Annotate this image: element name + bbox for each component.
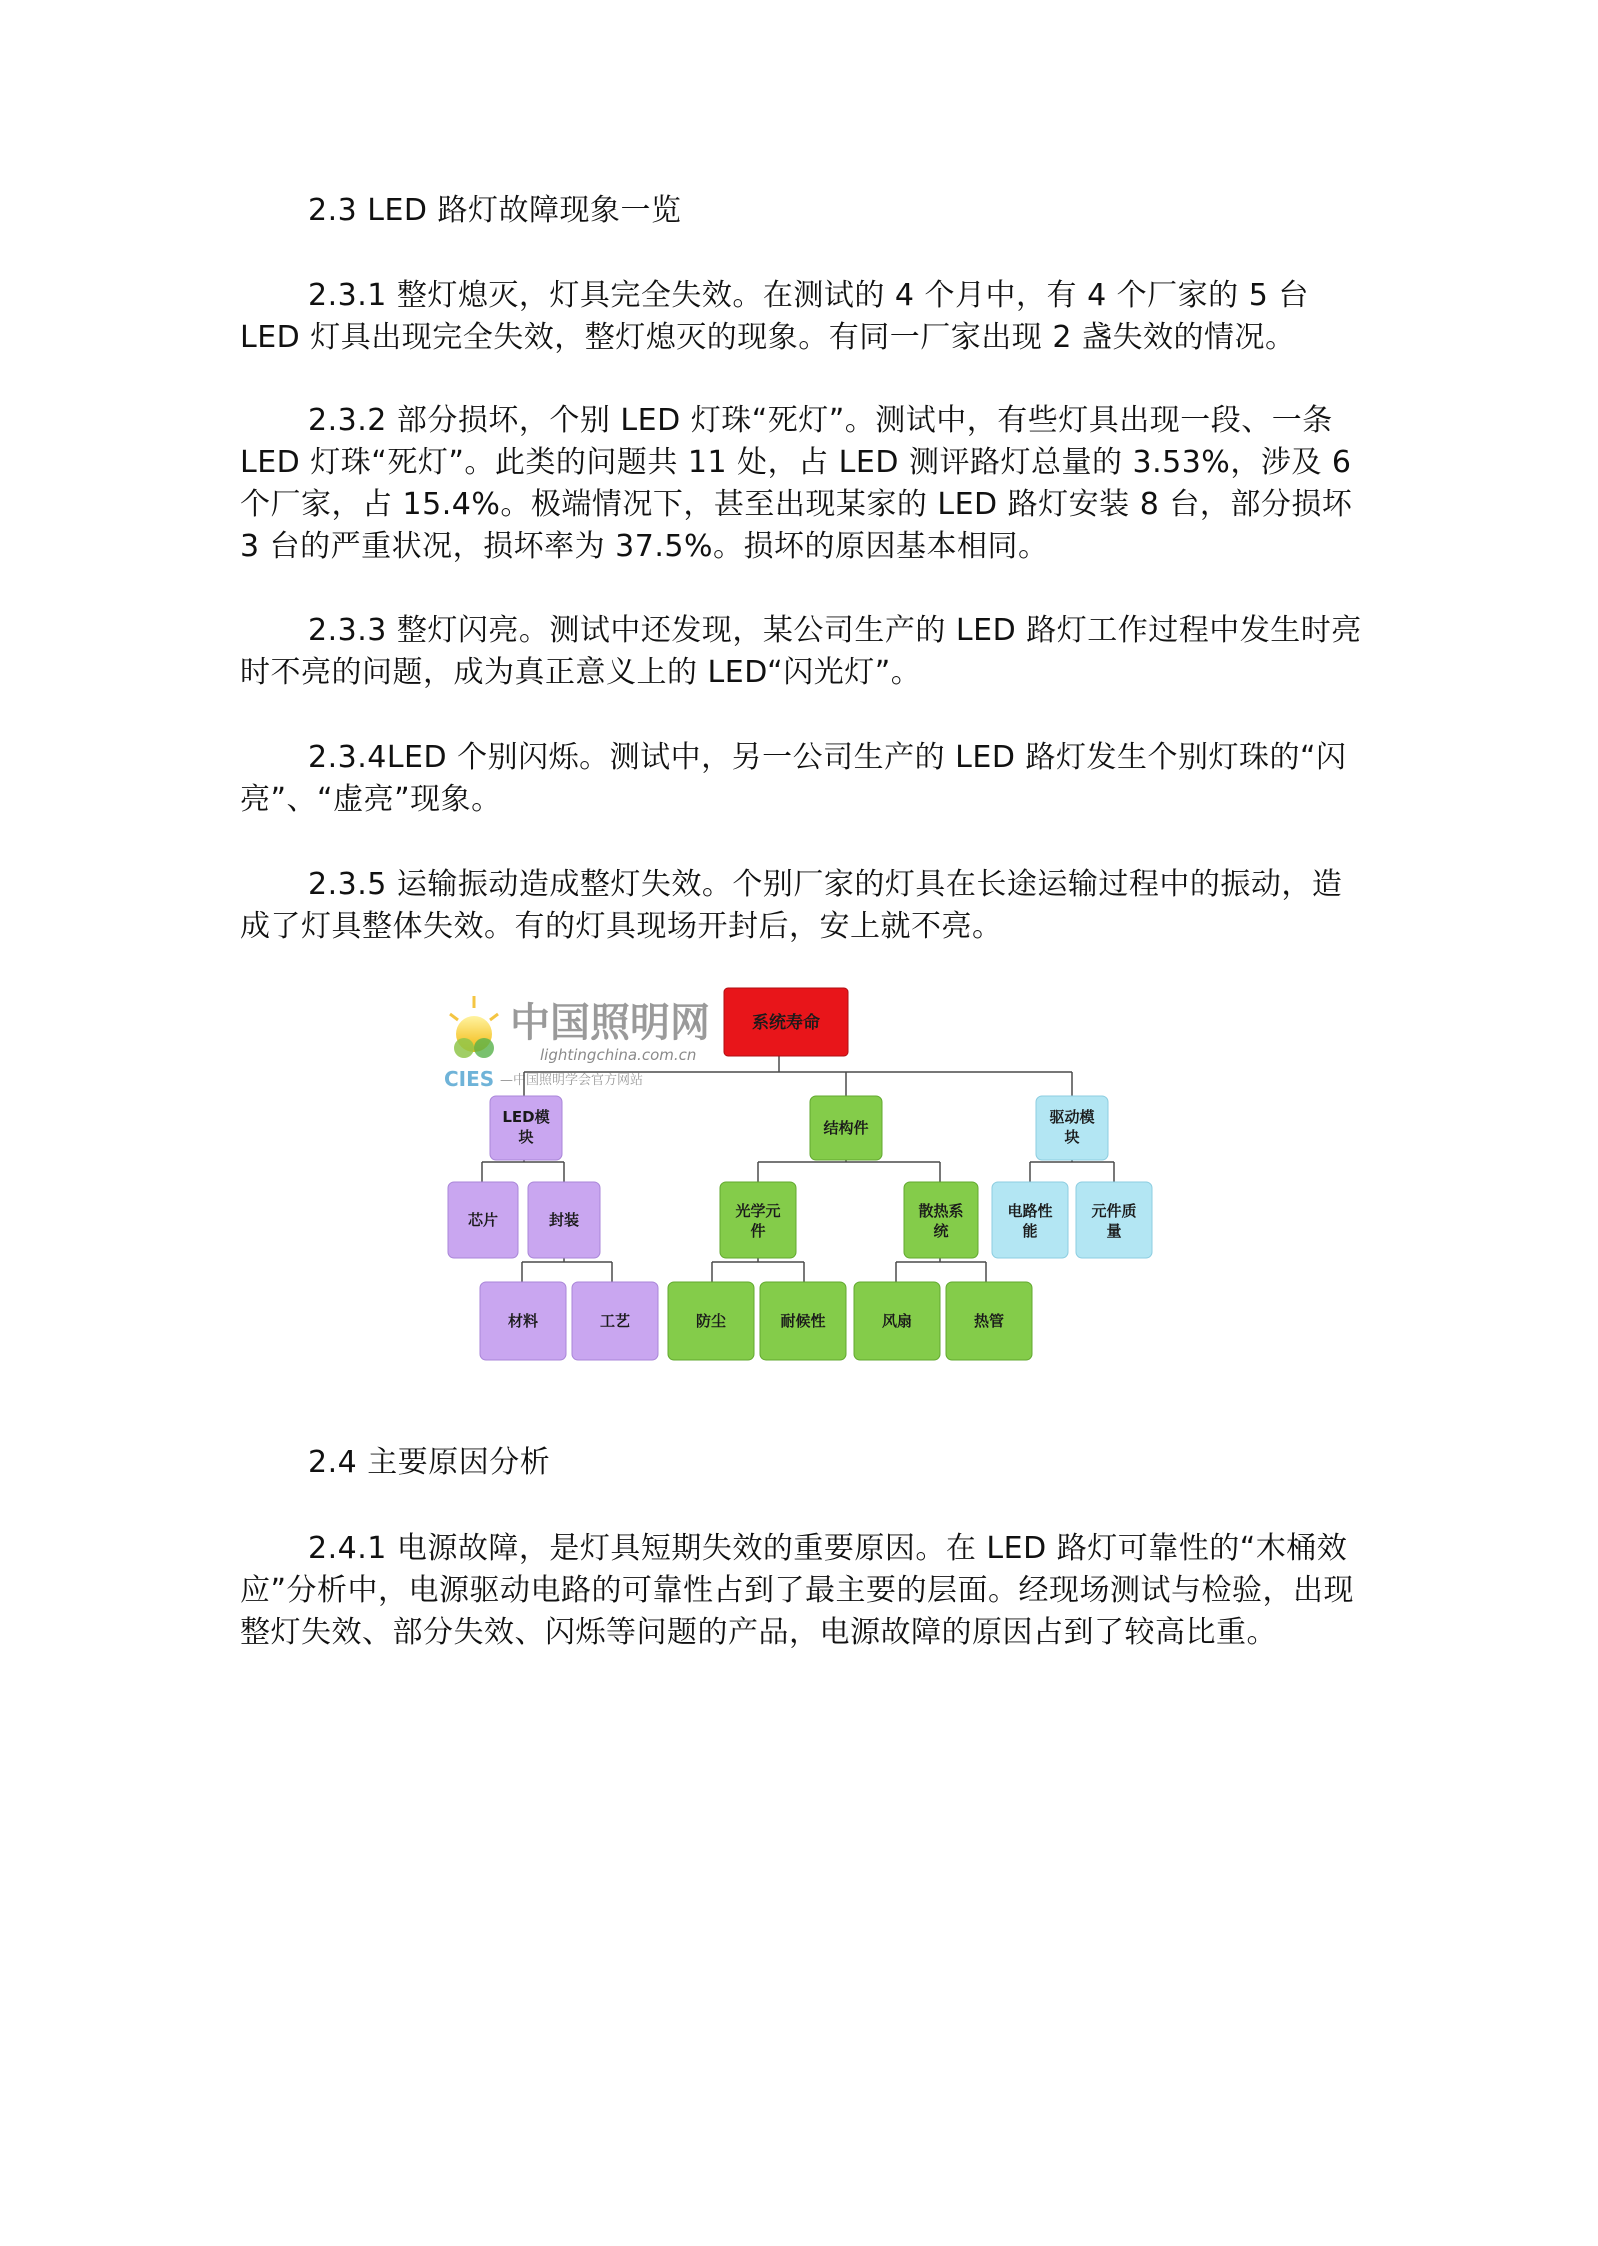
node-root-label: 系统寿命 bbox=[752, 1013, 820, 1033]
node-component bbox=[1076, 1182, 1152, 1258]
watermark-domain: lightingchina.com.cn bbox=[540, 1046, 697, 1064]
node-driver-module-label-1: 驱动模 bbox=[1049, 1108, 1095, 1126]
node-structure bbox=[810, 1096, 882, 1160]
node-material bbox=[480, 1282, 566, 1360]
node-heat-label-2: 统 bbox=[933, 1222, 949, 1240]
section-heading-2-3: 2.3 LED 路灯故障现象一览 bbox=[308, 193, 682, 228]
paragraph-2-3-3: 2.3.3 整灯闪亮。测试中还发现，某公司生产的 LED 路灯工作过程中发生时亮时不亮的问题，成为真正意义上的 LED“闪光灯”。 bbox=[240, 613, 1362, 690]
node-heat-label-1: 散热系 bbox=[918, 1202, 964, 1220]
paragraph-2-3-4: 2.3.4LED 个别闪烁。测试中，另一公司生产的 LED 路灯发生个别灯珠的“闪亮”、“虚亮”现象。 bbox=[240, 740, 1347, 817]
node-package bbox=[528, 1182, 600, 1258]
watermark bbox=[444, 996, 710, 1091]
node-material-label: 材料 bbox=[507, 1312, 539, 1330]
lightbulb-logo-icon bbox=[450, 996, 498, 1058]
node-circuit bbox=[992, 1182, 1068, 1258]
node-driver-module bbox=[1036, 1096, 1108, 1160]
section-heading-2-4: 2.4 主要原因分析 bbox=[308, 1445, 551, 1480]
node-component-label-1: 元件质 bbox=[1091, 1202, 1137, 1220]
paragraph-2-3-5: 2.3.5 运输振动造成整灯失效。个别厂家的灯具在长途运输过程中的振动，造成了灯具整体失效。有的灯具现场开封后，安上就不亮。 bbox=[240, 867, 1343, 944]
node-driver-module-label-2: 块 bbox=[1064, 1128, 1080, 1146]
node-fan bbox=[854, 1282, 940, 1360]
node-process bbox=[572, 1282, 658, 1360]
node-led-module bbox=[490, 1096, 562, 1160]
paragraph-2-3-2: 2.3.2 部分损坏，个别 LED 灯珠“死灯”。测试中，有些灯具出现一段、一条 LED 灯珠“死灯”。此类的问题共 11 处，占 LED 测评路灯总量的 3.53%，涉及 6 个厂家，占 15.4%。极端情况下，甚至出现某家的 LED 路灯安装 8 台，部分损坏 3 台的严重状况，损坏率为 37.5%。损坏的原因基本相同。 bbox=[240, 403, 1353, 564]
node-optical-label-1: 光学元 bbox=[735, 1202, 781, 1220]
node-optical bbox=[720, 1182, 796, 1258]
node-root bbox=[724, 988, 848, 1056]
node-package-label: 封装 bbox=[548, 1211, 580, 1229]
node-chip-label: 芯片 bbox=[467, 1211, 499, 1229]
node-structure-label: 结构件 bbox=[823, 1119, 869, 1137]
watermark-org: CIES bbox=[444, 1067, 495, 1091]
node-led-module-label-1: LED模 bbox=[502, 1108, 550, 1126]
node-circuit-label-2: 能 bbox=[1022, 1222, 1038, 1240]
node-heatpipe-label: 热管 bbox=[973, 1312, 1005, 1330]
diagram-svg bbox=[440, 986, 1158, 1380]
node-weather bbox=[760, 1282, 846, 1360]
node-dustproof-label: 防尘 bbox=[695, 1312, 727, 1330]
node-process-label: 工艺 bbox=[599, 1312, 631, 1330]
paragraph-2-3-1: 2.3.1 整灯熄灭，灯具完全失效。在测试的 4 个月中，有 4 个厂家的 5 台 LED 灯具出现完全失效，整灯熄灭的现象。有同一厂家出现 2 盏失效的情况。 bbox=[240, 278, 1309, 355]
node-dustproof bbox=[668, 1282, 754, 1360]
node-fan-label: 风扇 bbox=[881, 1312, 913, 1330]
node-circuit-label-1: 电路性 bbox=[1007, 1202, 1053, 1220]
watermark-tagline: —中国照明学会官方网站 bbox=[500, 1073, 644, 1088]
node-weather-label: 耐候性 bbox=[780, 1312, 826, 1330]
node-heat bbox=[904, 1182, 978, 1258]
paragraph-2-4-1: 2.4.1 电源故障，是灯具短期失效的重要原因。在 LED 路灯可靠性的“木桶效应”分析中，电源驱动电路的可靠性占到了最主要的层面。经现场测试与检验，出现整灯失效、部分失效、闪烁等问题的产品，电源故障的原因占到了较高比重。 bbox=[240, 1531, 1355, 1650]
node-chip bbox=[448, 1182, 518, 1258]
node-heatpipe bbox=[946, 1282, 1032, 1360]
node-optical-label-2: 件 bbox=[750, 1222, 766, 1240]
node-component-label-2: 量 bbox=[1106, 1222, 1122, 1240]
reliability-tree-diagram bbox=[440, 986, 1158, 1380]
watermark-site-name: 中国照明网 bbox=[510, 1000, 710, 1046]
node-led-module-label-2: 块 bbox=[518, 1128, 534, 1146]
